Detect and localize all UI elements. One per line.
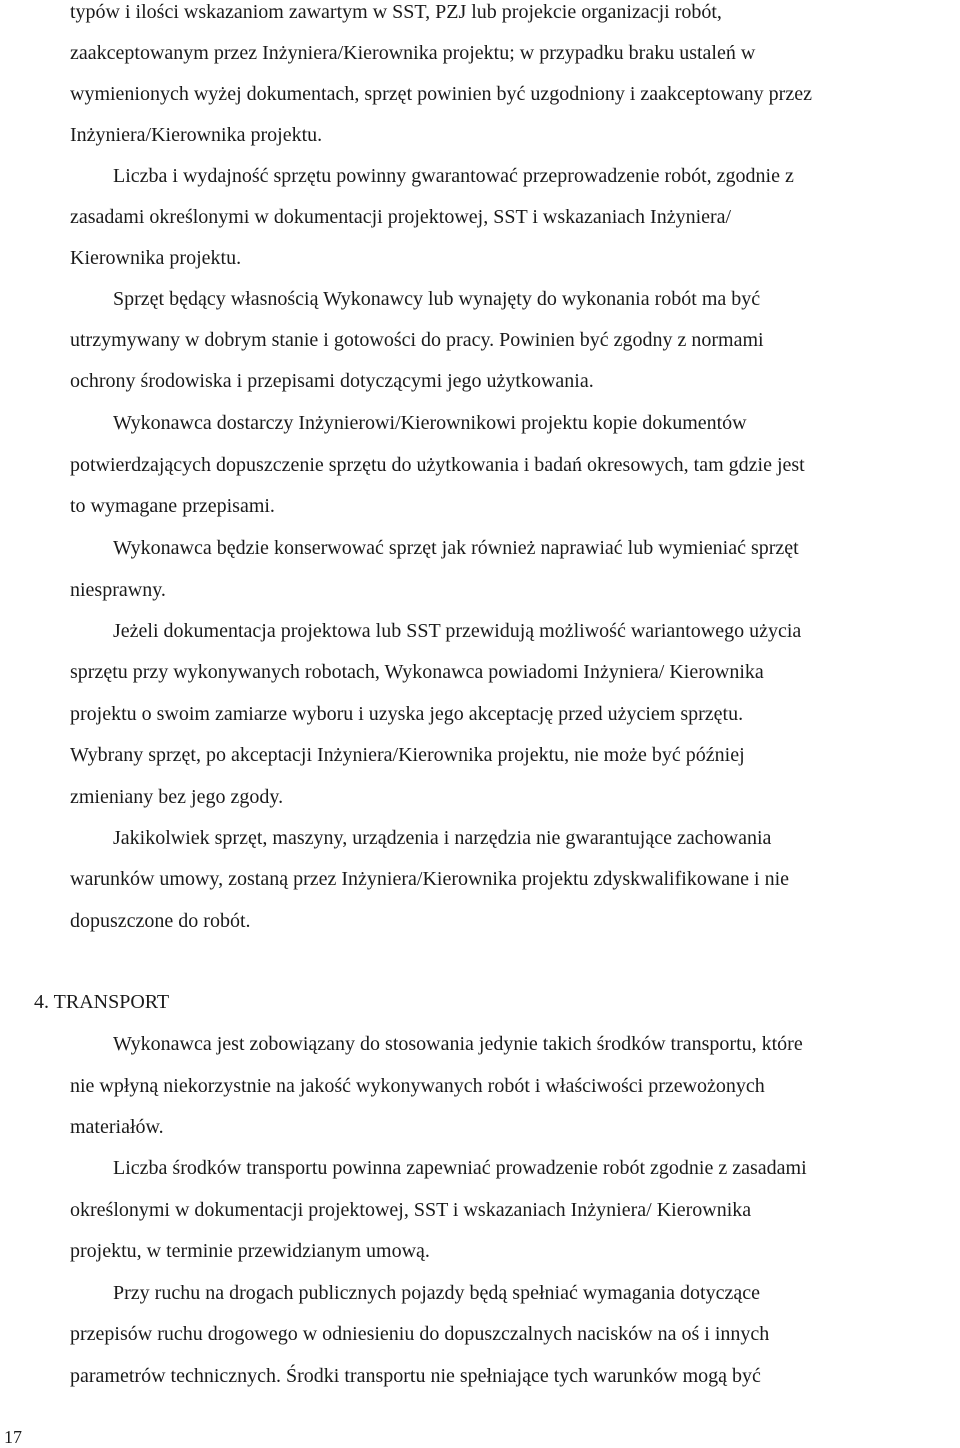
text-line: potwierdzających dopuszczenie sprzętu do użytkowania i badań okresowych, tam gdzie jest: [70, 454, 805, 476]
text-line: zmieniany bez jego zgody.: [70, 786, 284, 808]
text-line: typów i ilości wskazaniom zawartym w SST, PZJ lub projekcie organizacji robót,: [70, 1, 722, 23]
text-line: określonymi w dokumentacji projektowej, SST i wskazaniach Inżyniera/ Kierownika: [70, 1199, 752, 1221]
text-line: Inżyniera/Kierownika projektu.: [70, 124, 323, 146]
paragraph-start: Przy ruchu na drogach publicznych pojazdy będą spełniać wymagania dotyczące: [113, 1282, 760, 1304]
text-line: sprzętu przy wykonywanych robotach, Wykonawca powiadomi Inżyniera/ Kierownika: [70, 661, 764, 683]
text-line: niesprawny.: [70, 579, 166, 601]
text-line: parametrów technicznych. Środki transportu nie spełniające tych warunków mogą być: [70, 1365, 761, 1387]
section-heading: 4. TRANSPORT: [34, 991, 170, 1013]
text-line: projektu o swoim zamiarze wyboru i uzyska jego akceptację przed użyciem sprzętu.: [70, 703, 744, 725]
text-line: nie wpłyną niekorzystnie na jakość wykonywanych robót i właściwości przewożonych: [70, 1075, 765, 1097]
paragraph-start: Jeżeli dokumentacja projektowa lub SST przewidują możliwość wariantowego użycia: [113, 620, 802, 642]
text-line: Wybrany sprzęt, po akceptacji Inżyniera/Kierownika projektu, nie może być później: [70, 744, 745, 766]
paragraph-start: Wykonawca dostarczy Inżynierowi/Kierownikowi projektu kopie dokumentów: [113, 412, 747, 434]
paragraph-start: Liczba środków transportu powinna zapewniać prowadzenie robót zgodnie z zasadami: [113, 1157, 807, 1179]
text-line: zasadami określonymi w dokumentacji projektowej, SST i wskazaniach Inżyniera/: [70, 206, 732, 228]
text-line: utrzymywany w dobrym stanie i gotowości do pracy. Powinien być zgodny z normami: [70, 329, 764, 351]
page-number: 17: [4, 1427, 22, 1447]
text-line: to wymagane przepisami.: [70, 495, 275, 517]
text-line: ochrony środowiska i przepisami dotyczącymi jego użytkowania.: [70, 370, 594, 392]
text-line: dopuszczone do robót.: [70, 910, 251, 932]
text-line: materiałów.: [70, 1116, 164, 1138]
text-line: zaakceptowanym przez Inżyniera/Kierownika projektu; w przypadku braku ustaleń w: [70, 42, 756, 64]
text-line: przepisów ruchu drogowego w odniesieniu do dopuszczalnych nacisków na oś i innych: [70, 1323, 770, 1345]
paragraph-start: Liczba i wydajność sprzętu powinny gwarantować przeprowadzenie robót, zgodnie z: [113, 165, 794, 187]
paragraph-start: Wykonawca jest zobowiązany do stosowania jedynie takich środków transportu, które: [113, 1033, 803, 1055]
paragraph-start: Sprzęt będący własnością Wykonawcy lub wynajęty do wykonania robót ma być: [113, 288, 761, 310]
paragraph-start: Jakikolwiek sprzęt, maszyny, urządzenia i narzędzia nie gwarantujące zachowania: [113, 827, 772, 849]
text-line: warunków umowy, zostaną przez Inżyniera/Kierownika projektu zdyskwalifikowane i nie: [70, 868, 790, 890]
text-line: projektu, w terminie przewidzianym umową.: [70, 1240, 430, 1262]
text-line: Kierownika projektu.: [70, 247, 242, 269]
paragraph-start: Wykonawca będzie konserwować sprzęt jak również naprawiać lub wymieniać sprzęt: [113, 537, 799, 559]
text-line: wymienionych wyżej dokumentach, sprzęt powinien być uzgodniony i zaakceptowany przez: [70, 83, 812, 105]
